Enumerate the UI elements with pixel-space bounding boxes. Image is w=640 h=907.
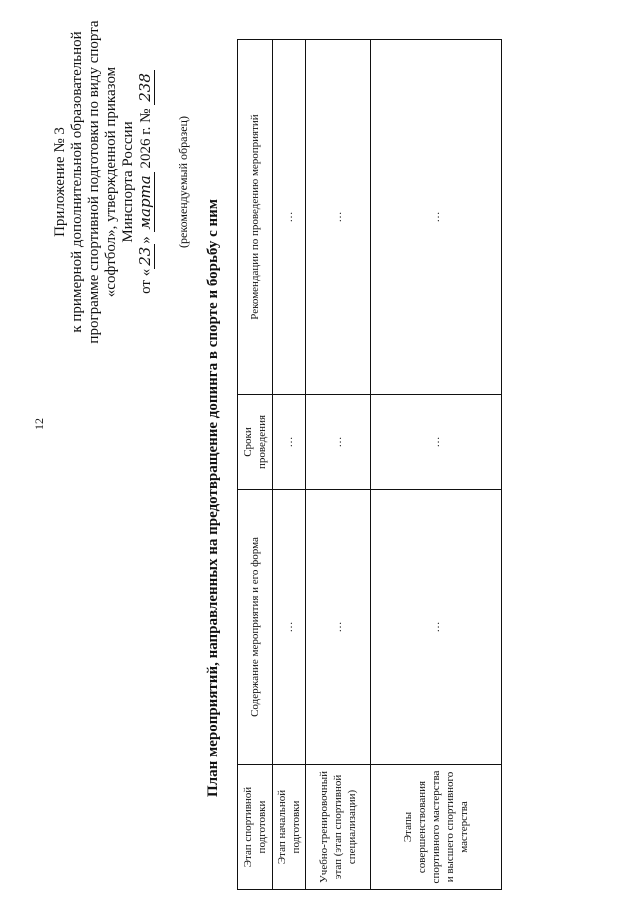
recommended-sample-note: (рекомендуемый образец) (176, 116, 190, 248)
table-row (371, 40, 502, 890)
table-cell: … (273, 490, 306, 765)
order-number-handwritten: 238 (136, 70, 155, 105)
date-mid: » (138, 236, 154, 244)
header-stage: Этап спортивной подготовки (238, 765, 273, 890)
date-prefix: от « (138, 268, 154, 294)
date-year: 2026 г. № (138, 108, 154, 169)
table-header-row (238, 40, 273, 890)
table-cell: … (306, 40, 371, 395)
table-cell: … (371, 490, 502, 765)
appendix-date-line (137, 12, 155, 352)
date-month-handwritten: марта (136, 172, 155, 232)
document-title: План мероприятий, направленных на предотвращение допинга в спорте и борьбу с ним (205, 198, 221, 797)
table-cell: … (371, 395, 502, 490)
page-number: 12 (32, 418, 46, 430)
table-row (306, 40, 371, 890)
table-cell: … (371, 40, 502, 395)
table-cell: Учебно-тренировочный этап (этап спортивной специализации) (306, 765, 371, 890)
table-cell: Этап начальной подготовки (273, 765, 306, 890)
appendix-line-2: к примерной дополнительной образовательной (69, 31, 85, 333)
appendix-line-5: Минспорта России (120, 121, 136, 243)
table-cell: Этапы совершенствования спортивного мастерства и высшего спортивного мастерства (371, 765, 502, 890)
header-timing: Сроки проведения (238, 395, 273, 490)
header-recommendations: Рекомендации по проведению мероприятий (238, 40, 273, 395)
table-cell: … (273, 395, 306, 490)
appendix-line-4: «софтбол», утвержденной приказом (103, 66, 119, 298)
table-cell: … (306, 490, 371, 765)
appendix-header (52, 12, 192, 352)
header-content: Содержание мероприятия и его форма (238, 490, 273, 765)
appendix-line-3: программе спортивной подготовки по виду спорта (86, 20, 102, 344)
anti-doping-plan-table (237, 39, 502, 890)
table-cell: … (273, 40, 306, 395)
appendix-number: Приложение № 3 (52, 127, 68, 237)
table-row (273, 40, 306, 890)
table-cell: … (306, 395, 371, 490)
date-day-handwritten: 23 (136, 244, 155, 269)
